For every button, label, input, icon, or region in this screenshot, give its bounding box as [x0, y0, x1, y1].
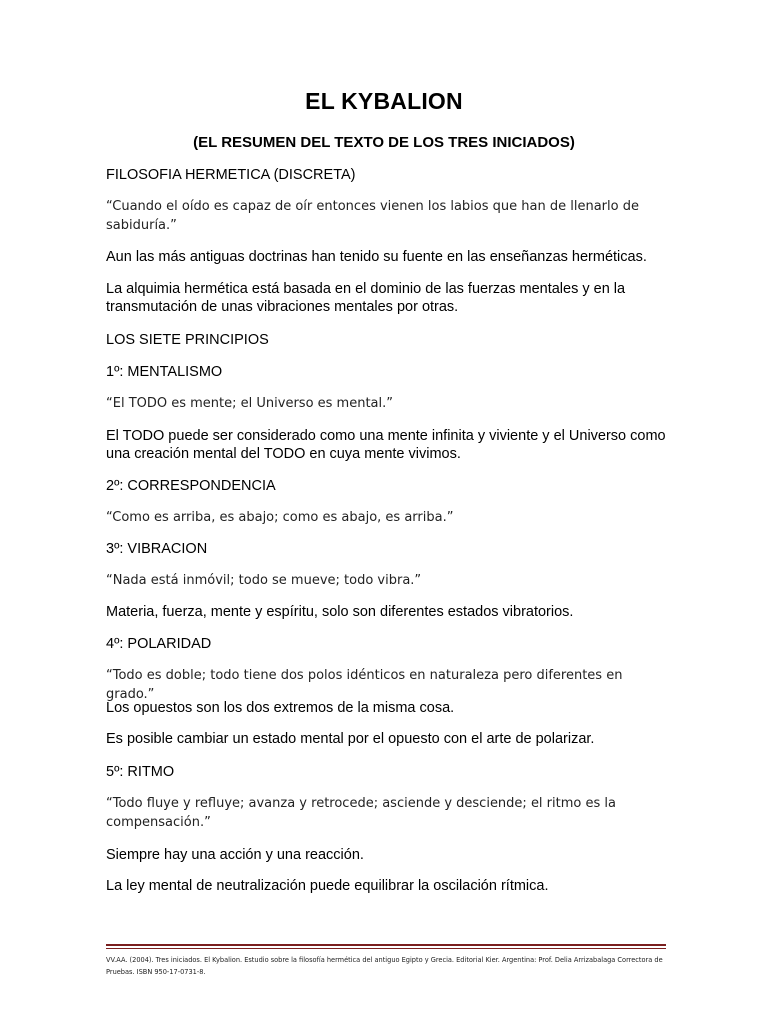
quote-paragraph: “El TODO es mente; el Universo es mental.” — [106, 396, 394, 411]
page-title: EL KYBALION — [305, 88, 463, 114]
body-paragraph: Los opuestos son los dos extremos de la misma cosa. — [106, 700, 455, 716]
body-paragraph: Materia, fuerza, mente y espíritu, solo son diferentes estados vibratorios. — [106, 604, 574, 620]
body-paragraph: La ley mental de neutralización puede equilibrar la oscilación rítmica. — [106, 878, 549, 894]
section-heading: FILOSOFIA HERMETICA (DISCRETA) — [106, 167, 356, 183]
principle-heading: 3º: VIBRACION — [106, 541, 208, 557]
body-paragraph: La alquimia hermética está basada en el dominio de las fuerzas mentales y en la transmutación de unas vibraciones mentales por otras. — [106, 281, 626, 315]
quote-paragraph: “Nada está inmóvil; todo se mueve; todo vibra.” — [106, 573, 422, 588]
footer-divider-thin — [106, 948, 666, 949]
quote-paragraph: “Como es arriba, es abajo; como es abajo, es arriba.” — [106, 510, 454, 525]
section-heading: LOS SIETE PRINCIPIOS — [106, 332, 269, 348]
page-subtitle: (EL RESUMEN DEL TEXTO DE LOS TRES INICIADOS) — [193, 134, 575, 151]
footer-divider — [106, 944, 666, 946]
principle-heading: 5º: RITMO — [106, 764, 175, 780]
body-paragraph: Siempre hay una acción y una reacción. — [106, 847, 364, 863]
quote-paragraph: “Todo fluye y refluye; avanza y retrocede; asciende y desciende; el ritmo es la compensación.” — [106, 796, 616, 830]
principle-heading: 1º: MENTALISMO — [106, 364, 223, 380]
quote-paragraph: “Cuando el oído es capaz de oír entonces vienen los labios que han de llenarlo de sabiduría.” — [106, 199, 639, 233]
body-paragraph: Aun las más antiguas doctrinas han tenido su fuente en las enseñanzas herméticas. — [106, 249, 647, 265]
body-paragraph: Es posible cambiar un estado mental por el opuesto con el arte de polarizar. — [106, 731, 595, 747]
principle-heading: 2º: CORRESPONDENCIA — [106, 478, 276, 494]
quote-paragraph: “Todo es doble; todo tiene dos polos idénticos en naturaleza pero diferentes en grado.” — [106, 668, 623, 702]
body-paragraph: El TODO puede ser considerado como una mente infinita y viviente y el Universo como una creación mental del TODO en cuya mente vivimos. — [106, 428, 666, 462]
footnote: VV.AA. (2004). Tres iniciados. El Kybalion. Estudio sobre la filosofía hermética del antiguo Egipto y Grecia. Editorial Kier. Argentina: Prof. Delia Arrizabalaga Correctora de Pruebas. ISBN 950-17-0731-8. — [106, 956, 663, 976]
principle-heading: 4º: POLARIDAD — [106, 636, 212, 652]
